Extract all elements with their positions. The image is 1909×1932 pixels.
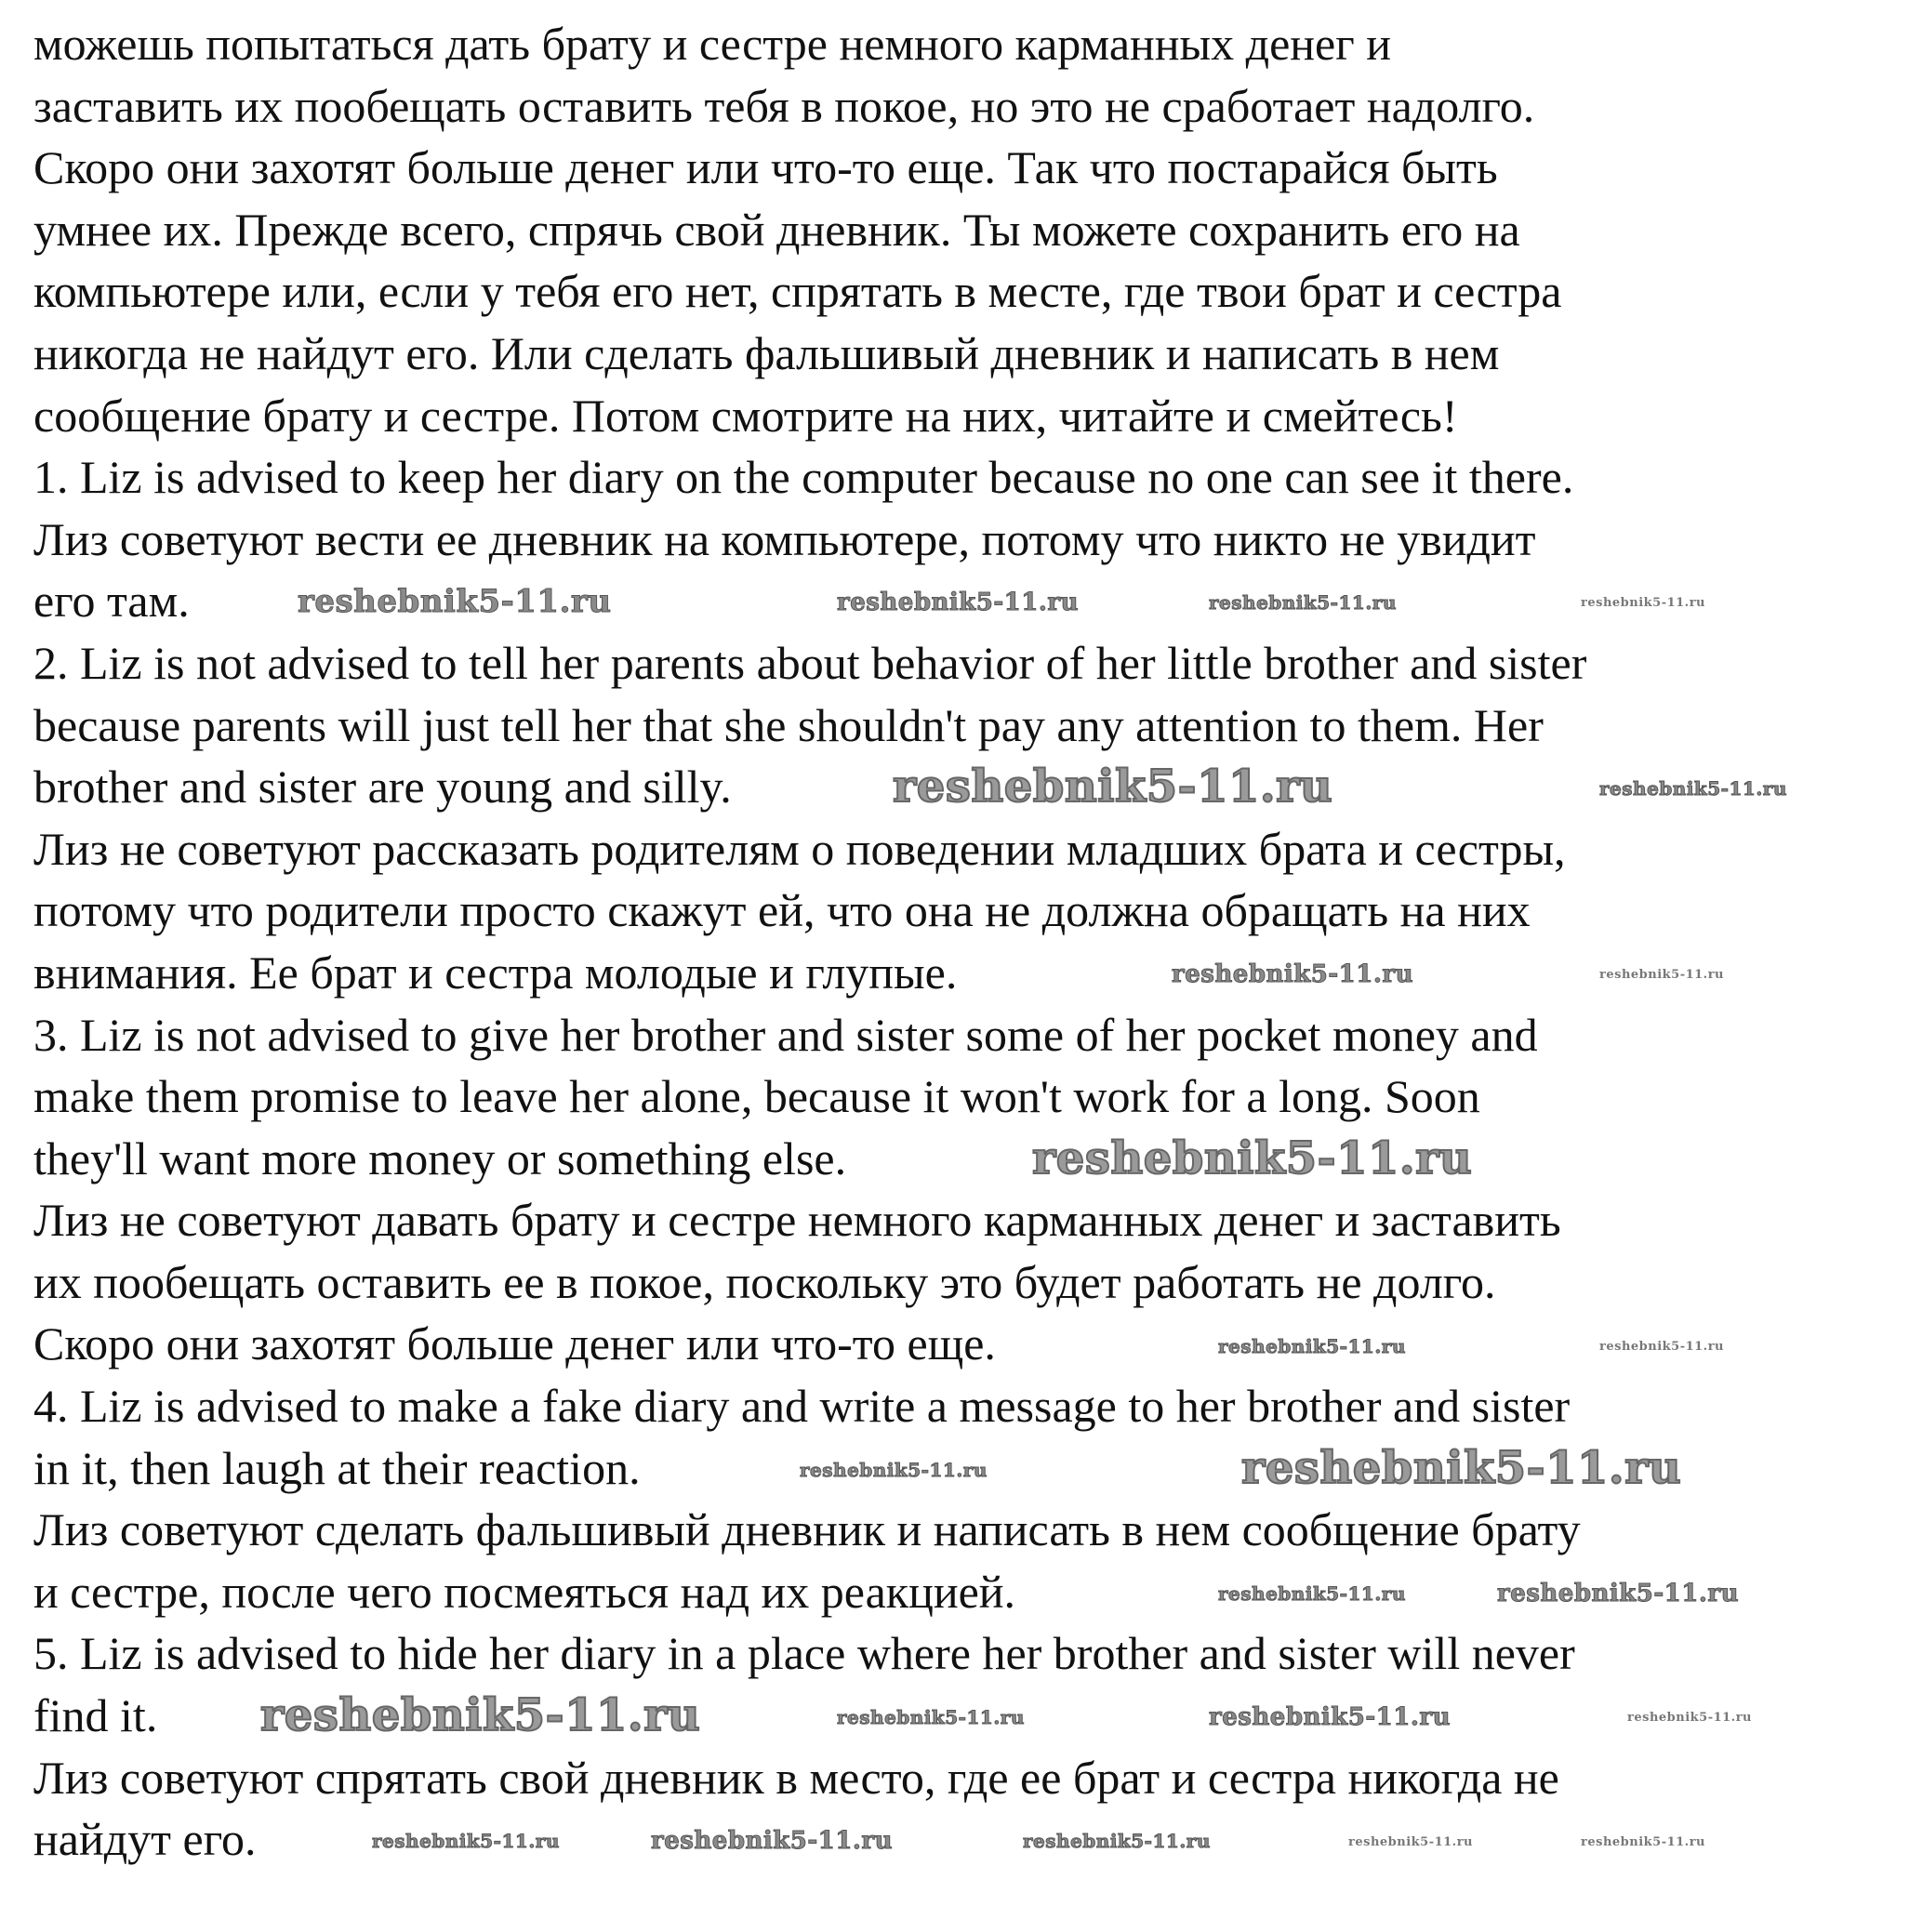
watermark: reshebnik5-11.ru — [1581, 1835, 1706, 1849]
text-line: Лиз не советуют рассказать родителям о поведении младших брата и сестры, — [33, 822, 1566, 875]
watermark: reshebnik5-11.ru — [1599, 968, 1725, 982]
text-line: because parents will just tell her that she shouldn't pay any attention to them. Her — [33, 698, 1544, 751]
text-line: 5. Liz is advised to hide her diary in a place where her brother and sister will never — [33, 1627, 1575, 1680]
watermark: reshebnik5-11.ru — [893, 761, 1333, 813]
text-line: make them promise to leave her alone, because it won't work for a long. Soon — [33, 1070, 1480, 1123]
watermark: reshebnik5-11.ru — [260, 1689, 701, 1741]
text-line: 1. Liz is advised to keep her diary on the computer because no one can see it there. — [33, 451, 1574, 504]
watermark: reshebnik5-11.ru — [1348, 1835, 1474, 1849]
watermark: reshebnik5-11.ru — [1581, 596, 1706, 610]
text-line: заставить их пообещать оставить тебя в покое, но это не сработает надолго. — [33, 79, 1535, 132]
text-line: потому что родители просто скажут ей, что она не должна обращать на них — [33, 884, 1531, 937]
text-line: Лиз не советуют давать брату и сестре немного карманных денег и заставить — [33, 1194, 1561, 1247]
watermark: reshebnik5-11.ru — [1023, 1830, 1211, 1852]
text-line: Скоро они захотят больше денег или что-то еще. — [33, 1317, 996, 1370]
text-line: его там. — [33, 575, 190, 628]
text-line: и сестре, после чего посмеяться над их реакцией. — [33, 1565, 1016, 1618]
watermark: reshebnik5-11.ru — [1497, 1580, 1740, 1608]
text-line: Скоро они захотят больше денег или что-то еще. Так что постарайся быть — [33, 141, 1498, 194]
text-line: сообщение брату и сестре. Потом смотрите на них, читайте и смейтесь! — [33, 389, 1458, 442]
text-line: внимания. Ее брат и сестра молодые и глупые. — [33, 946, 958, 999]
watermark: reshebnik5-11.ru — [1209, 1703, 1452, 1731]
text-line: можешь попытаться дать брату и сестре немного карманных денег и — [33, 18, 1391, 70]
text-line: никогда не найдут его. Или сделать фальшивый дневник и написать в нем — [33, 326, 1500, 379]
watermark: reshebnik5-11.ru — [298, 583, 612, 620]
watermark: reshebnik5-11.ru — [1599, 777, 1787, 800]
text-line: их пообещать оставить ее в покое, поскольку это будет работать не долго. — [33, 1255, 1496, 1308]
watermark: reshebnik5-11.ru — [837, 589, 1080, 616]
watermark: reshebnik5-11.ru — [1599, 1340, 1725, 1354]
watermark: reshebnik5-11.ru — [1241, 1442, 1682, 1494]
text-line: find it. — [33, 1689, 158, 1742]
text-line: умнее их. Прежде всего, спрячь свой дневник. Ты можете сохранить его на — [33, 203, 1520, 256]
text-line: Лиз советуют сделать фальшивый дневник и написать в нем сообщение брату — [33, 1503, 1581, 1556]
watermark: reshebnik5-11.ru — [1172, 960, 1414, 988]
watermark: reshebnik5-11.ru — [1627, 1711, 1753, 1725]
text-line: Лиз советуют вести ее дневник на компьютере, потому что никто не увидит — [33, 512, 1536, 565]
text-line: brother and sister are young and silly. — [33, 761, 732, 814]
watermark: reshebnik5-11.ru — [1218, 1582, 1406, 1605]
text-line: 2. Liz is not advised to tell her parents about behavior of her little brother and sister — [33, 636, 1587, 689]
text-line: найдут его. — [33, 1813, 257, 1866]
text-line: in it, then laugh at their reaction. — [33, 1441, 641, 1494]
text-line: Лиз советуют спрятать свой дневник в место, где ее брат и сестра никогда не — [33, 1751, 1559, 1804]
watermark: reshebnik5-11.ru — [837, 1706, 1025, 1728]
watermark: reshebnik5-11.ru — [1209, 591, 1397, 614]
text-line: 3. Liz is not advised to give her brother and sister some of her pocket money and — [33, 1008, 1538, 1061]
watermark: reshebnik5-11.ru — [1218, 1335, 1406, 1357]
text-line: 4. Liz is advised to make a fake diary and write a message to her brother and sister — [33, 1380, 1571, 1433]
text-line: компьютере или, если у тебя его нет, спрятать в месте, где твои брат и сестра — [33, 265, 1562, 318]
text-line: they'll want more money or something else. — [33, 1131, 847, 1184]
watermark: reshebnik5-11.ru — [800, 1459, 988, 1481]
watermark: reshebnik5-11.ru — [372, 1830, 560, 1852]
watermark: reshebnik5-11.ru — [651, 1827, 894, 1855]
watermark: reshebnik5-11.ru — [1032, 1132, 1473, 1184]
